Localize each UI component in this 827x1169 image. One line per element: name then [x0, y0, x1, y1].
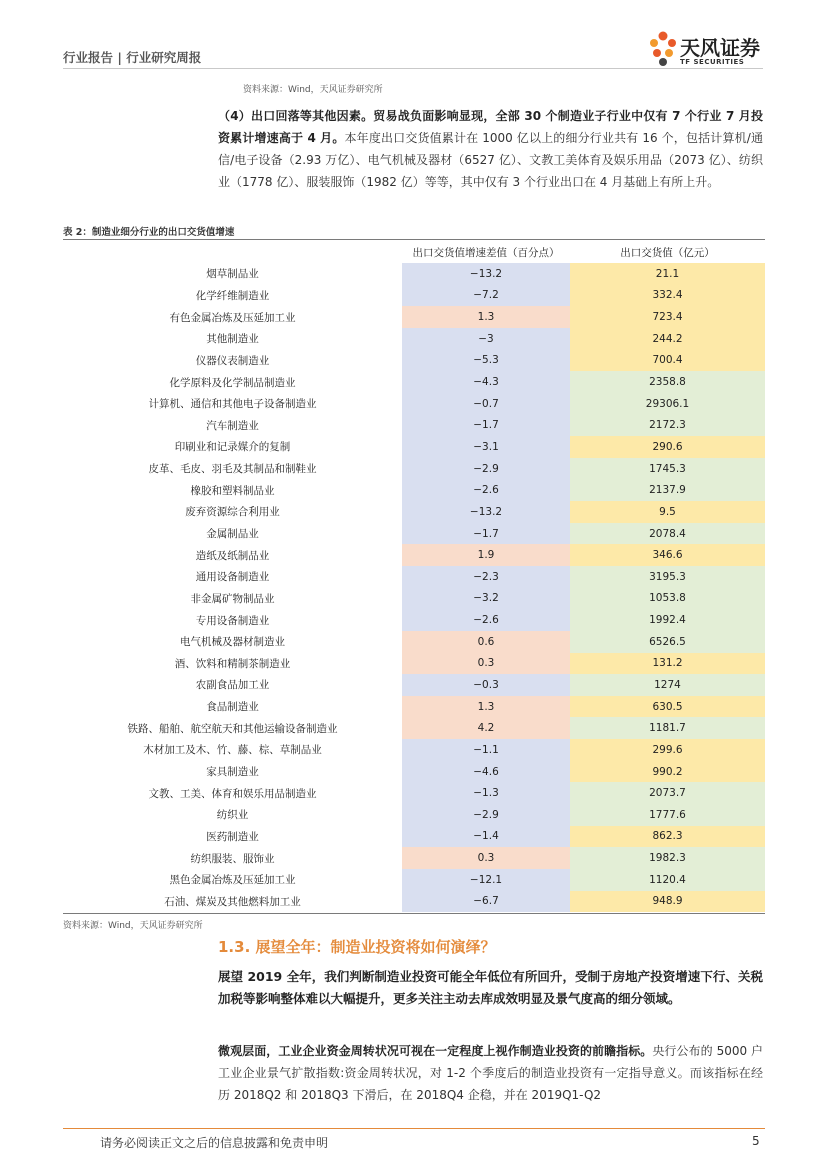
industry-name: 废弃资源综合利用业	[185, 506, 280, 519]
section-heading: 1.3. 展望全年：制造业投资将如何演绎？	[218, 938, 496, 956]
table-row	[63, 393, 765, 415]
cell-value: 3195.3	[570, 566, 765, 588]
table-row	[63, 609, 765, 631]
industry-name: 皮革、毛皮、羽毛及其制品和制鞋业	[148, 463, 317, 476]
cell-diff: −1.1	[402, 739, 570, 761]
table-body	[63, 263, 765, 912]
cell-value: 299.6	[570, 739, 765, 761]
page-header	[63, 30, 763, 70]
industry-name: 酒、饮料和精制茶制造业	[174, 657, 291, 670]
cell-industry	[63, 847, 402, 869]
industry-name: 非金属矿物制品业	[190, 592, 275, 605]
cell-industry	[63, 869, 402, 891]
table-row	[63, 826, 765, 848]
cell-industry	[63, 328, 402, 350]
footer-divider	[63, 1128, 765, 1129]
table-row	[63, 436, 765, 458]
cell-value: 6526.5	[570, 631, 765, 653]
page-number: 5	[752, 1134, 760, 1148]
cell-industry	[63, 588, 402, 610]
industry-name: 计算机、通信和其他电子设备制造业	[148, 398, 317, 411]
industry-name: 纺织业	[216, 809, 249, 822]
cell-industry	[63, 653, 402, 675]
table-row	[63, 739, 765, 761]
cell-value: 9.5	[570, 501, 765, 523]
table-row	[63, 869, 765, 891]
industry-name: 橡胶和塑料制品业	[190, 484, 275, 497]
industry-name: 纺织服装、服饰业	[190, 852, 275, 865]
table-row	[63, 631, 765, 653]
industry-name: 食品制造业	[206, 701, 259, 714]
logo-name-en: TF SECURITIES	[680, 58, 745, 66]
cell-value: 1982.3	[570, 847, 765, 869]
industry-name: 农副食品加工业	[195, 679, 270, 692]
table-header-row	[63, 241, 765, 263]
cell-industry	[63, 479, 402, 501]
table-row	[63, 263, 765, 285]
cell-diff: −0.3	[402, 674, 570, 696]
industry-name: 通用设备制造业	[195, 571, 270, 584]
cell-industry	[63, 761, 402, 783]
cell-value: 131.2	[570, 653, 765, 675]
industry-name: 造纸及纸制品业	[195, 549, 270, 562]
cell-diff: −2.6	[402, 609, 570, 631]
source-note-top: 资料来源：Wind，天风证券研究所	[243, 85, 383, 95]
industry-name: 木材加工及木、竹、藤、棕、草制品业	[143, 744, 322, 757]
cell-value: 723.4	[570, 306, 765, 328]
cell-value: 700.4	[570, 350, 765, 372]
cell-industry	[63, 696, 402, 718]
cell-value: 2078.4	[570, 523, 765, 545]
industry-name: 黑色金属冶炼及压延加工业	[169, 874, 296, 887]
cell-diff: −1.3	[402, 782, 570, 804]
cell-diff: −13.2	[402, 263, 570, 285]
cell-industry	[63, 458, 402, 480]
industry-name: 电气机械及器材制造业	[180, 636, 285, 649]
cell-value: 346.6	[570, 544, 765, 566]
table-row	[63, 285, 765, 307]
industry-name: 化学原料及化学制品制造业	[169, 376, 296, 389]
cell-diff: −1.4	[402, 826, 570, 848]
cell-value: 2358.8	[570, 371, 765, 393]
cell-industry	[63, 804, 402, 826]
cell-diff: 0.3	[402, 847, 570, 869]
cell-diff: 0.3	[402, 653, 570, 675]
cell-industry	[63, 674, 402, 696]
cell-diff: −1.7	[402, 523, 570, 545]
table-row	[63, 523, 765, 545]
cell-diff: 1.9	[402, 544, 570, 566]
table-row	[63, 479, 765, 501]
table-row	[63, 588, 765, 610]
cell-industry	[63, 414, 402, 436]
cell-value: 630.5	[570, 696, 765, 718]
logo-name-cn: 天风证券	[680, 36, 760, 60]
logo-mark-icon	[648, 30, 678, 68]
logo	[648, 30, 788, 70]
cell-value: 29306.1	[570, 393, 765, 415]
industry-name: 文教、工美、体育和娱乐用品制造业	[148, 787, 317, 800]
cell-diff: −2.6	[402, 479, 570, 501]
table-row	[63, 696, 765, 718]
cell-value: 990.2	[570, 761, 765, 783]
cell-value: 862.3	[570, 826, 765, 848]
cell-diff: −12.1	[402, 869, 570, 891]
cell-diff: −5.3	[402, 350, 570, 372]
footer-disclaimer: 请务必阅读正文之后的信息披露和免责申明	[100, 1136, 329, 1150]
cell-diff: −0.7	[402, 393, 570, 415]
cell-diff: −1.7	[402, 414, 570, 436]
paragraph-outlook: 展望 2019 全年，我们判断制造业投资可能全年低位有所回升，受制于房地产投资增速下行、关税加税等影响整体难以大幅提升，更多关注主动去库成效明显及景气度高的细分领域。	[218, 969, 763, 1006]
cell-value: 290.6	[570, 436, 765, 458]
cell-diff: −3.1	[402, 436, 570, 458]
table-row	[63, 804, 765, 826]
industry-name: 印刷业和记录媒介的复制	[174, 441, 291, 454]
cell-industry	[63, 717, 402, 739]
industry-name: 烟草制品业	[206, 268, 259, 281]
cell-industry	[63, 285, 402, 307]
cell-industry	[63, 782, 402, 804]
header-cell-industry	[63, 241, 402, 263]
table-row	[63, 350, 765, 372]
cell-value: 1274	[570, 674, 765, 696]
cell-industry	[63, 371, 402, 393]
cell-industry	[63, 631, 402, 653]
table-row	[63, 782, 765, 804]
paragraph-micro	[218, 1040, 763, 1106]
cell-industry	[63, 566, 402, 588]
industry-name: 金属制品业	[206, 528, 259, 540]
industry-name: 仪器仪表制造业	[195, 354, 270, 367]
cell-industry	[63, 501, 402, 523]
cell-diff: −4.3	[402, 371, 570, 393]
cell-industry	[63, 544, 402, 566]
cell-diff: −2.3	[402, 566, 570, 588]
paragraph-export	[218, 105, 763, 193]
cell-industry	[63, 306, 402, 328]
cell-industry	[63, 523, 402, 545]
cell-industry	[63, 826, 402, 848]
cell-value: 948.9	[570, 891, 765, 913]
paragraph-export-body: 本年度出口交货值累计在 1000 亿以上的细分行业共有 16 个，包括计算机/通信/电子设备（2.93 万亿）、电气机械及器材（6527 亿）、文教工美体育及娱乐用品（2073 亿）、纺织业（1778 亿）、服装服饰（1982 亿）等等，其中仅有 3 个行业出口在 4 月基础上有所上升。	[218, 131, 763, 189]
cell-value: 21.1	[570, 263, 765, 285]
cell-value: 2073.7	[570, 782, 765, 804]
cell-value: 1992.4	[570, 609, 765, 631]
table-row	[63, 717, 765, 739]
cell-value: 1745.3	[570, 458, 765, 480]
table-top-rule	[63, 239, 765, 240]
cell-value: 244.2	[570, 328, 765, 350]
cell-diff: 1.3	[402, 696, 570, 718]
paragraph-micro-body: 央行公布的 5000 户工业企业景气扩散指数:资金周转状况，对 1-2 个季度后的制造业投资有一定指导意义。而该指标在经历 2018Q2 和 2018Q3 下滑后，在 2018Q4 企稳，并在 2019Q1-Q2	[218, 1044, 763, 1102]
export-table	[63, 241, 765, 912]
cell-diff: 1.3	[402, 306, 570, 328]
cell-industry	[63, 263, 402, 285]
cell-industry	[63, 739, 402, 761]
table-row	[63, 458, 765, 480]
table-bottom-rule	[63, 913, 765, 914]
table-row	[63, 566, 765, 588]
industry-name: 专用设备制造业	[195, 614, 270, 627]
cell-value: 1181.7	[570, 717, 765, 739]
industry-name: 石油、煤炭及其他燃料加工业	[164, 895, 301, 908]
cell-diff: −6.7	[402, 891, 570, 913]
cell-diff: 0.6	[402, 631, 570, 653]
cell-diff: −3.2	[402, 588, 570, 610]
cell-industry	[63, 609, 402, 631]
industry-name: 铁路、船舶、航空航天和其他运输设备制造业	[127, 722, 338, 735]
industry-name: 其他制造业	[206, 333, 259, 346]
cell-diff: −2.9	[402, 458, 570, 480]
cell-diff: 4.2	[402, 717, 570, 739]
table-row	[63, 328, 765, 350]
cell-industry	[63, 350, 402, 372]
header-cell-diff: 出口交货值增速差值（百分点）	[402, 241, 570, 263]
table-row	[63, 847, 765, 869]
cell-value: 1053.8	[570, 588, 765, 610]
table-row	[63, 653, 765, 675]
cell-diff: −7.2	[402, 285, 570, 307]
cell-diff: −13.2	[402, 501, 570, 523]
header-cell-value: 出口交货值（亿元）	[570, 241, 765, 263]
cell-industry	[63, 393, 402, 415]
table-title: 表 2：制造业细分行业的出口交货值增速	[63, 227, 235, 238]
cell-diff: −3	[402, 328, 570, 350]
header-divider	[63, 68, 763, 69]
source-note-bottom: 资料来源：Wind，天风证券研究所	[63, 921, 203, 931]
table-row	[63, 544, 765, 566]
table-row	[63, 674, 765, 696]
industry-name: 汽车制造业	[206, 419, 259, 432]
cell-industry	[63, 891, 402, 913]
table-row	[63, 414, 765, 436]
cell-diff: −2.9	[402, 804, 570, 826]
cell-industry	[63, 436, 402, 458]
cell-value: 1120.4	[570, 869, 765, 891]
industry-name: 化学纤维制造业	[195, 289, 270, 302]
table-row	[63, 761, 765, 783]
industry-name: 医药制造业	[206, 830, 259, 843]
table-row	[63, 371, 765, 393]
industry-name: 有色金属冶炼及压延加工业	[169, 311, 296, 324]
cell-value: 1777.6	[570, 804, 765, 826]
cell-diff: −4.6	[402, 761, 570, 783]
cell-value: 2137.9	[570, 479, 765, 501]
table-row	[63, 501, 765, 523]
paragraph-export-bold: （4）出口回落等其他因素。贸易战负面影响显现，全部 30 个制造业子行业中仅有 7 个行业 7 月投资累计增速高于 4 月。	[218, 109, 763, 145]
header-title: 行业报告 | 行业研究周报	[63, 50, 202, 65]
paragraph-micro-bold: 微观层面，工业企业资金周转状况可视在一定程度上视作制造业投资的前瞻指标。	[218, 1044, 653, 1058]
table-row	[63, 306, 765, 328]
table-row	[63, 891, 765, 913]
cell-value: 332.4	[570, 285, 765, 307]
industry-name: 家具制造业	[206, 766, 259, 779]
cell-value: 2172.3	[570, 414, 765, 436]
